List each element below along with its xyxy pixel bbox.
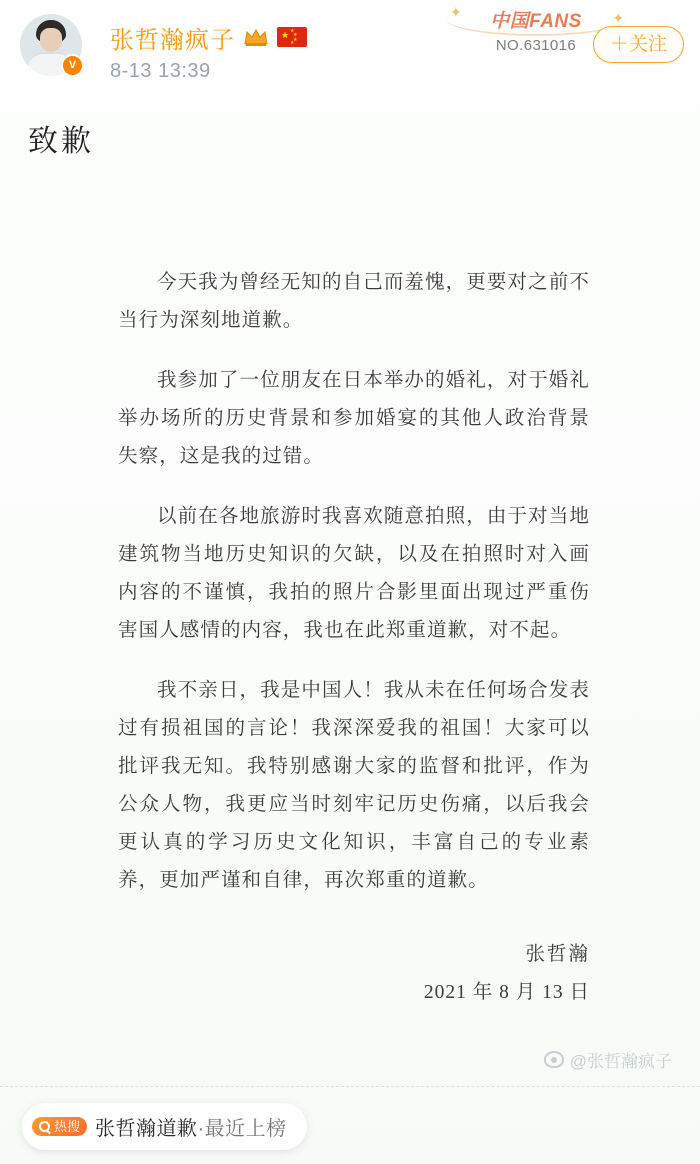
china-flag-icon	[277, 27, 307, 47]
verified-badge-icon: V	[61, 54, 84, 77]
flag-star-large: ★	[281, 30, 290, 40]
letter-paragraph: 今天我为曾经无知的自己而羞愧，更要对之前不当行为深刻地道歉。	[118, 272, 590, 332]
avatar[interactable]	[20, 14, 82, 76]
letter-paragraph: 我参加了一位朋友在日本举办的婚礼，对于婚礼举办场所的历史背景和参加婚宴的其他人政治背景失察，这是我的过错。	[118, 370, 590, 468]
search-icon	[39, 1121, 50, 1132]
weibo-eye-icon	[544, 1051, 564, 1068]
post-timestamp: 8-13 13:39	[110, 60, 211, 82]
hot-badge-label: 热搜	[54, 1119, 81, 1134]
hot-topic-text[interactable]	[95, 1112, 287, 1141]
divider	[0, 1086, 700, 1088]
flag-star-small: ★	[290, 28, 295, 34]
fans-number-text: NO.631016	[495, 37, 577, 54]
post-header	[0, 0, 700, 92]
hot-search-badge	[32, 1117, 87, 1136]
sparkle-icon: ✦	[612, 10, 624, 26]
hot-topic-title: 张哲瀚道歉	[95, 1118, 198, 1140]
weibo-watermark	[544, 1047, 672, 1072]
letter-paragraph: 以前在各地旅游时我喜欢随意拍照，由于对当地建筑物当地历史知识的欠缺，以及在拍照时对入画内容的不谨慎，我拍的照片合影里面出现过严重伤害国人感情的内容，我也在此郑重道歉，对不起。	[118, 506, 590, 642]
user-name[interactable]: 张哲瀚疯子	[110, 26, 235, 54]
sparkle-icon: ✦	[450, 4, 462, 20]
signature-date: 2021 年 8 月 13 日	[423, 982, 590, 1004]
hot-topic-sub: ·最近上榜	[197, 1118, 287, 1140]
crown-icon	[243, 26, 269, 48]
letter-paragraph: 我不亲日，我是中国人！我从未在任何场合发表过有损祖国的言论！我深深爱我的祖国！大家可以批评我无知。我特别感谢大家的监督和批评，作为公众人物，我更应当时刻牢记历史伤痛，以后我会更认真的学习历史文化知识，丰富自己的专业素养，更加严谨和自律，再次郑重的道歉。	[118, 680, 590, 892]
signature-block	[118, 938, 590, 1004]
follow-button[interactable]: ＋关注	[593, 26, 684, 63]
flag-star-small: ★	[293, 37, 298, 43]
flag-star-small: ★	[293, 32, 298, 38]
fans-logo-text: 中国FANS	[490, 11, 582, 32]
letter-body	[118, 264, 590, 1004]
weibo-handle: @张哲瀚疯子	[569, 1052, 672, 1071]
avatar-face	[40, 28, 62, 52]
hot-search-pill[interactable]	[22, 1103, 307, 1150]
flag-star-small: ★	[290, 40, 295, 46]
page-title: 致歉	[28, 125, 94, 158]
signature-name: 张哲瀚	[525, 944, 590, 966]
